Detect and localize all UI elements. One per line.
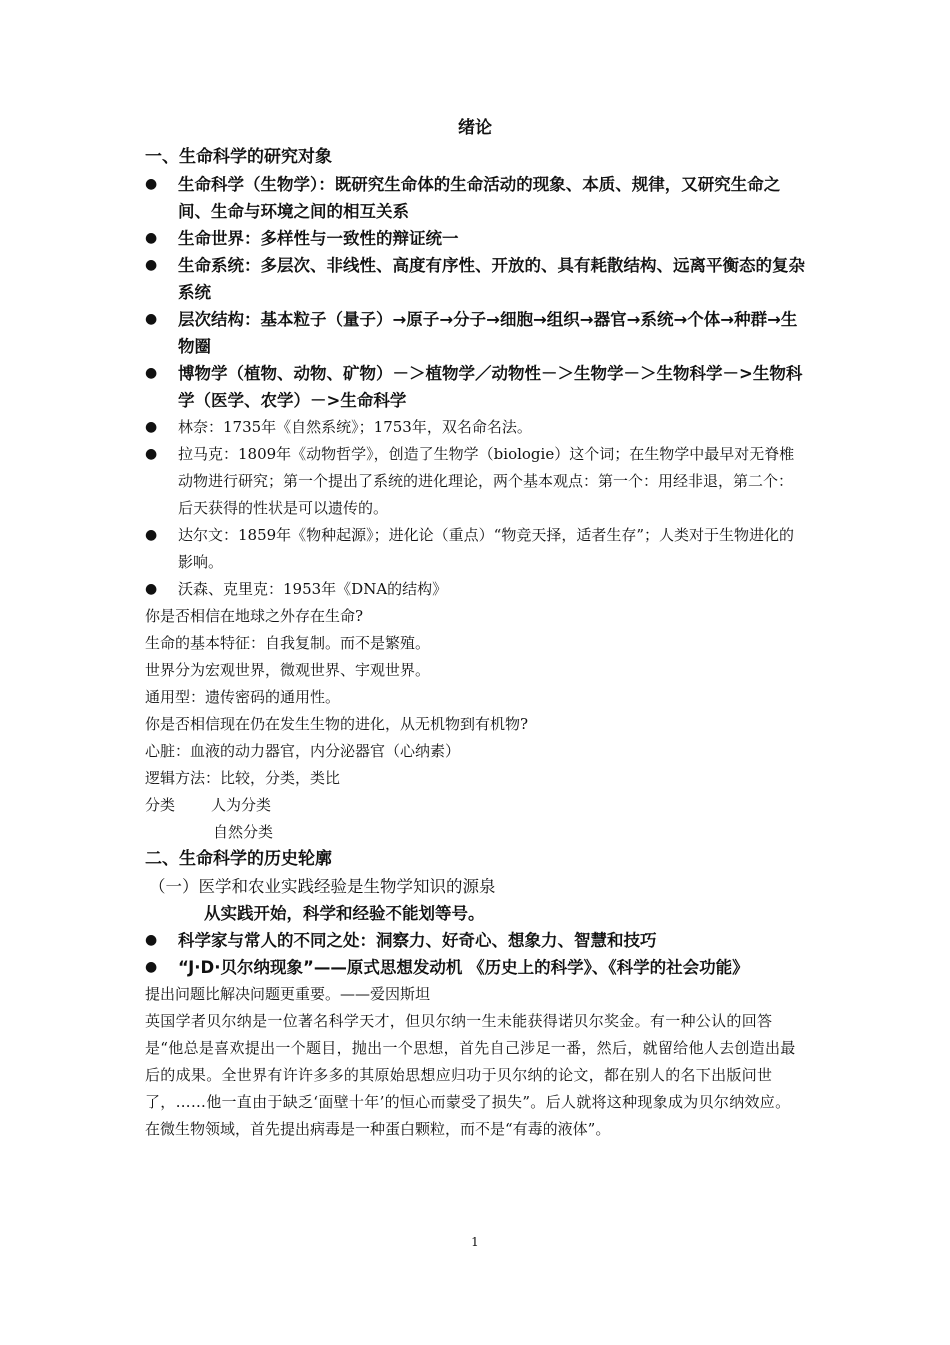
classify-item: 人为分类 [211, 796, 272, 814]
bullet-icon: ● [145, 581, 158, 597]
text-line: 世界分为宏观世界，微观世界、宇观世界。 [145, 661, 431, 679]
bullet-icon: ● [145, 932, 158, 948]
list-item: ● 林奈：1735年《自然系统》；1753年，双名命名法。 [145, 414, 805, 441]
text-line: 你是否相信在地球之外存在生命? [145, 607, 364, 625]
text-line: 心脏：血液的动力器官，内分泌器官（心纳素） [145, 742, 461, 760]
bullet-icon: ● [145, 446, 158, 462]
bullet-icon: ● [145, 257, 158, 273]
list-item: ● 生命世界：多样性与一致性的辩证统一 [145, 225, 805, 252]
text-line: 通用型：遗传密码的通用性。 [145, 688, 341, 706]
classify-label: 分类 [145, 796, 176, 814]
section-heading-1: 一、生命科学的研究对象 [145, 147, 332, 167]
bullet-icon: ● [145, 419, 158, 435]
page-number: 1 [471, 1235, 479, 1249]
list-item: ● 科学家与常人的不同之处：洞察力、好奇心、想象力、智慧和技巧 [145, 927, 805, 954]
quote-line: 提出问题比解决问题更重要。——爱因斯坦 [145, 985, 431, 1003]
text-line: 你是否相信现在仍在发生生物的进化，从无机物到有机物? [145, 715, 529, 733]
text-line: 生命的基本特征：自我复制。而不是繁殖。 [145, 634, 431, 652]
classify-item: 自然分类 [213, 823, 274, 841]
list-item: ● 达尔文：1859年《物种起源》；进化论（重点）“物竞天择，适者生存”；人类对于生物进化的影响。 [145, 522, 805, 576]
list-item: ● 生命科学（生物学）：既研究生命体的生命活动的现象、本质、规律，又研究生命之间、生命与环境之间的相互关系 [145, 171, 805, 225]
list-item: ● 博物学（植物、动物、矿物）－＞植物学／动物性－＞生物学－＞生物科学－>生物科学（医学、农学）－>生命科学 [145, 360, 805, 414]
bold-bullet-list-1 [145, 171, 805, 414]
list-item: ● 拉马克：1809年《动物哲学》，创造了生物学（biologie）这个词；在生物学中最早对无脊椎动物进行研究；第一个提出了系统的进化理论，两个基本观点：第一个：用经非退，第二个：后天获得的性状是可以遗传的。 [145, 441, 805, 522]
bullet-icon: ● [145, 959, 158, 975]
classify-line [145, 792, 805, 819]
bullet-icon: ● [145, 365, 158, 381]
list-item: ● “J·D·贝尔纳现象”——原式思想发动机 《历史上的科学》、《科学的社会功能》 [145, 954, 805, 981]
bullet-icon: ● [145, 176, 158, 192]
page-title: 绪论 [458, 118, 492, 138]
subsection-note: 从实践开始，科学和经验不能划等号。 [204, 904, 485, 923]
section-heading-2: 二、生命科学的历史轮廓 [145, 849, 332, 869]
classify-line [145, 819, 805, 846]
list-item: ● 生命系统：多层次、非线性、高度有序性、开放的、具有耗散结构、远离平衡态的复杂系统 [145, 252, 805, 306]
document-page [145, 112, 805, 1143]
bullet-icon: ● [145, 230, 158, 246]
bullet-icon: ● [145, 527, 158, 543]
text-line: 逻辑方法：比较，分类，类比 [145, 769, 341, 787]
text-line: 在微生物领域，首先提出病毒是一种蛋白颗粒，而不是“有毒的液体”。 [145, 1120, 611, 1138]
subsection-heading: （一）医学和农业实践经验是生物学知识的源泉 [149, 877, 496, 896]
bullet-icon: ● [145, 311, 158, 327]
list-item: ● 沃森、克里克：1953年《DNA的结构》 [145, 576, 805, 603]
body-paragraph: 英国学者贝尔纳是一位著名科学天才，但贝尔纳一生未能获得诺贝尔奖金。有一种公认的回答是“他总是喜欢提出一个题目，抛出一个思想，首先自己涉足一番，然后，就留给他人去创造出最后的成果。全世界有许许多多的其原始思想应归功于贝尔纳的论文，都在别人的名下出版问世了，……他一直由于缺乏‘面壁十年’的恒心而蒙受了损失”。后人就将这种现象成为贝尔纳效应。 [145, 1012, 796, 1111]
serif-bullet-list [145, 414, 805, 603]
list-item: ● 层次结构：基本粒子（量子）→原子→分子→细胞→组织→器官→系统→个体→种群→生物圈 [145, 306, 805, 360]
bold-bullet-list-2 [145, 927, 805, 981]
